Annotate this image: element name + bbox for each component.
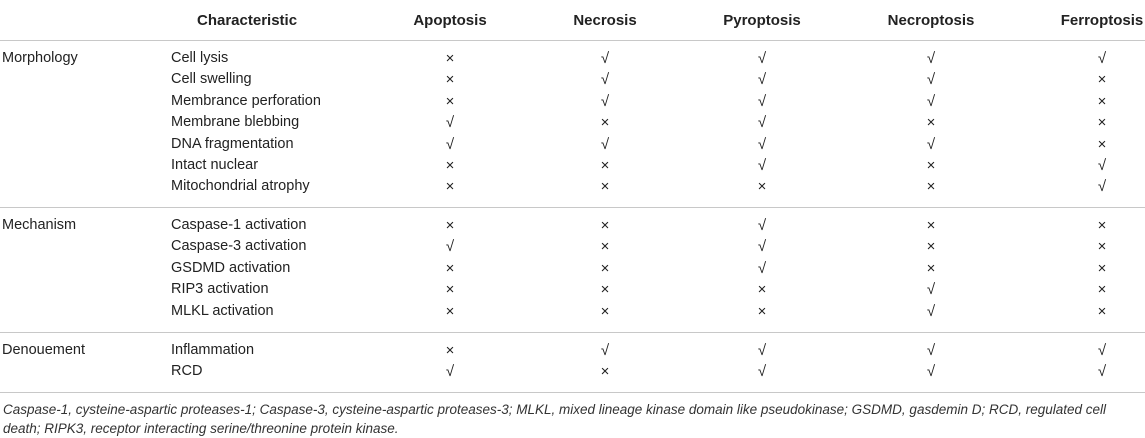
value-cell: × (926, 157, 936, 174)
value-cell: √ (445, 363, 455, 381)
value-cell: × (926, 238, 936, 256)
value-cell: √ (757, 50, 767, 67)
value-cell: × (600, 259, 610, 277)
group-label: Denouement (2, 342, 86, 358)
table-row (0, 50, 1145, 71)
value-cell: × (445, 50, 455, 67)
value-cell: √ (926, 281, 936, 299)
value-cell: × (445, 217, 455, 234)
characteristic-cell: Intact nuclear (171, 157, 259, 173)
value-cell: √ (757, 217, 767, 234)
value-cell: × (1097, 135, 1107, 153)
table-row (0, 136, 1145, 157)
value-cell: √ (445, 114, 455, 132)
value-cell: √ (926, 50, 936, 67)
table-row (0, 363, 1145, 384)
value-cell: × (1097, 281, 1107, 299)
characteristic-cell: MLKL activation (171, 302, 274, 319)
value-cell: × (1097, 92, 1107, 110)
table-footnote: Caspase-1, cysteine-aspartic proteases-1; Caspase-3, cysteine-aspartic proteases-3; MLKL, mixed lineage kinase domain like pseudokinase; GSDMD, gasdemin D; RCD, regulated cell death; RIPK3, receptor interacting serine/threonine protein kinase. (3, 402, 1107, 436)
value-cell: √ (757, 259, 767, 277)
value-cell: × (926, 217, 936, 234)
value-cell: √ (1097, 363, 1107, 381)
value-cell: √ (926, 92, 936, 110)
value-cell: × (1097, 217, 1107, 234)
value-cell: × (600, 217, 610, 234)
header-necrosis: Necrosis (573, 12, 637, 29)
characteristic-cell: Cell swelling (171, 71, 252, 88)
value-cell: × (445, 342, 455, 359)
value-cell: × (757, 302, 767, 320)
value-cell: × (445, 92, 455, 110)
value-cell: √ (926, 135, 936, 153)
header-pyroptosis: Pyroptosis (723, 12, 801, 29)
table-row (0, 157, 1145, 178)
table-row (0, 342, 1145, 363)
value-cell: × (445, 302, 455, 320)
characteristic-cell: Membrance perforation (171, 92, 321, 109)
table-row (0, 303, 1145, 324)
characteristic-cell: Caspase-3 activation (171, 238, 307, 255)
group-divider (0, 207, 1145, 208)
group-label: Mechanism (2, 217, 77, 233)
characteristic-cell: RCD (171, 363, 203, 380)
value-cell: √ (600, 50, 610, 67)
value-cell: √ (757, 71, 767, 89)
table-row (0, 114, 1145, 135)
header-necroptosis: Necroptosis (887, 12, 975, 29)
characteristic-cell: Caspase-1 activation (171, 217, 307, 233)
value-cell: √ (926, 71, 936, 89)
table-row (0, 217, 1145, 238)
value-cell: √ (1097, 178, 1107, 196)
value-cell: √ (600, 71, 610, 89)
value-cell: × (926, 114, 936, 132)
value-cell: √ (757, 342, 767, 359)
table-row (0, 178, 1145, 199)
value-cell: × (1097, 114, 1107, 132)
value-cell: × (1097, 71, 1107, 89)
value-cell: √ (600, 92, 610, 110)
characteristic-cell: Cell lysis (171, 50, 229, 66)
group-divider (0, 332, 1145, 333)
value-cell: × (926, 259, 936, 277)
value-cell: √ (757, 92, 767, 110)
value-cell: √ (1097, 157, 1107, 174)
characteristic-cell: GSDMD activation (171, 259, 291, 276)
value-cell: √ (757, 363, 767, 381)
value-cell: √ (926, 342, 936, 359)
value-cell: × (757, 178, 767, 196)
value-cell: × (1097, 238, 1107, 256)
characteristic-cell: RIP3 activation (171, 281, 269, 298)
value-cell: √ (757, 114, 767, 132)
value-cell: √ (445, 238, 455, 256)
value-cell: × (445, 178, 455, 196)
table-row (0, 260, 1145, 281)
value-cell: × (445, 157, 455, 174)
value-cell: × (757, 281, 767, 299)
table-row (0, 93, 1145, 114)
value-cell: √ (757, 157, 767, 174)
value-cell: × (600, 363, 610, 381)
characteristic-cell: Mitochondrial atrophy (171, 178, 310, 195)
value-cell: × (600, 238, 610, 256)
value-cell: √ (757, 238, 767, 256)
value-cell: × (600, 114, 610, 132)
value-cell: × (600, 281, 610, 299)
table-row (0, 238, 1145, 259)
value-cell: × (600, 157, 610, 174)
table-bottom-rule (0, 392, 1145, 393)
value-cell: √ (926, 363, 936, 381)
header-characteristic: Characteristic (197, 12, 298, 29)
table-row (0, 71, 1145, 92)
value-cell: × (600, 178, 610, 196)
value-cell: √ (1097, 342, 1107, 359)
value-cell: √ (1097, 50, 1107, 67)
characteristic-cell: DNA fragmentation (171, 135, 294, 152)
value-cell: √ (926, 302, 936, 320)
value-cell: × (1097, 259, 1107, 277)
header-apoptosis: Apoptosis (413, 12, 487, 29)
value-cell: × (445, 71, 455, 89)
value-cell: √ (600, 135, 610, 153)
group-label: Morphology (2, 50, 78, 66)
value-cell: × (926, 178, 936, 196)
value-cell: √ (600, 342, 610, 359)
value-cell: × (445, 281, 455, 299)
table-row (0, 281, 1145, 302)
value-cell: × (445, 259, 455, 277)
table-header-row (0, 0, 1145, 40)
value-cell: × (600, 302, 610, 320)
value-cell: × (1097, 302, 1107, 320)
characteristic-cell: Inflammation (171, 342, 255, 358)
header-rule (0, 40, 1145, 41)
value-cell: √ (757, 135, 767, 153)
value-cell: √ (445, 135, 455, 153)
header-ferroptosis: Ferroptosis (1060, 12, 1144, 29)
characteristic-cell: Membrane blebbing (171, 114, 300, 131)
